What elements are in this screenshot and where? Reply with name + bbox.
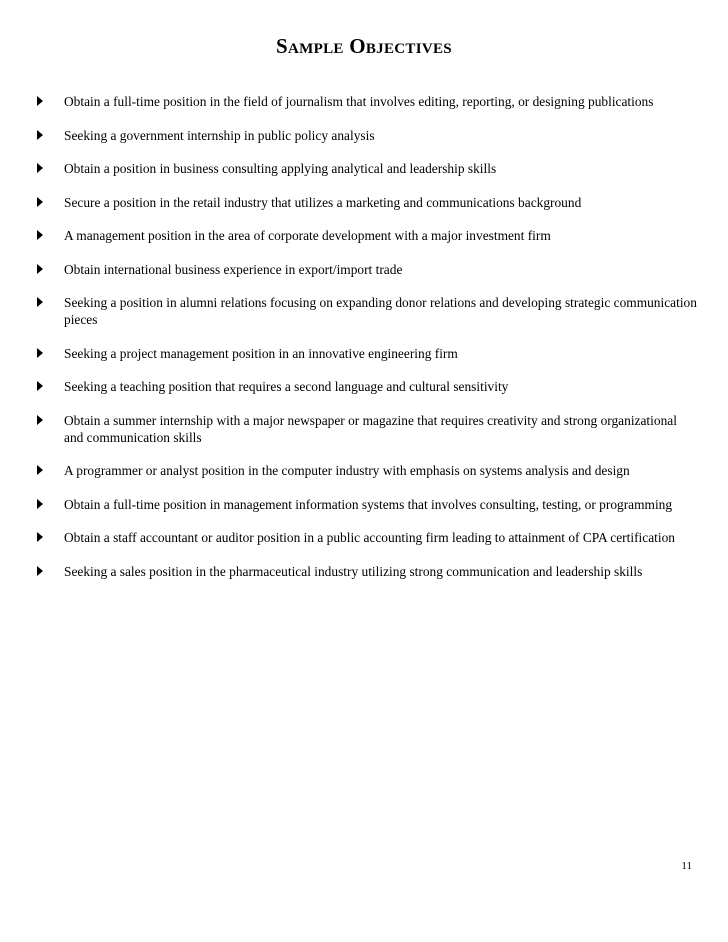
triangle-right-icon xyxy=(37,297,43,307)
list-item xyxy=(37,160,697,177)
objective-text: Obtain a full-time position in management information systems that involves consulting, testing, or programming xyxy=(64,496,673,512)
list-item xyxy=(37,294,697,328)
list-item xyxy=(37,496,697,513)
list-item xyxy=(37,345,697,362)
triangle-right-icon xyxy=(37,230,43,240)
triangle-right-icon xyxy=(37,566,43,576)
objective-text: A management position in the area of corporate development with a major investment firm xyxy=(64,228,551,243)
page-number: 11 xyxy=(681,860,692,872)
triangle-right-icon xyxy=(37,96,43,106)
triangle-right-icon xyxy=(37,381,43,391)
page-title: Sample Objectives xyxy=(276,34,452,58)
triangle-right-icon xyxy=(37,348,43,358)
objective-text: Obtain a full-time position in the field of journalism that involves editing, reporting, or designing publications xyxy=(64,94,654,109)
objective-text: Obtain a staff accountant or auditor position in a public accounting firm leading to attainment of CPA certification xyxy=(64,530,675,545)
list-item xyxy=(37,563,697,580)
objectives-list xyxy=(37,93,697,596)
triangle-right-icon xyxy=(37,532,43,542)
objective-text: Seeking a teaching position that requires a second language and cultural sensitivity xyxy=(64,379,509,394)
triangle-right-icon xyxy=(37,264,43,274)
list-item xyxy=(37,378,697,395)
list-item xyxy=(37,227,697,244)
objective-text: Obtain international business experience in export/import trade xyxy=(64,261,403,277)
objective-text: Obtain a summer internship with a major newspaper or magazine that requires creativity and strong organizational and communication skills xyxy=(64,412,677,445)
objective-text: Seeking a government internship in public policy analysis xyxy=(64,127,375,143)
triangle-right-icon xyxy=(37,163,43,173)
objective-text: Seeking a position in alumni relations focusing on expanding donor relations and developing strategic communication pieces xyxy=(64,295,697,327)
list-item xyxy=(37,462,697,479)
objective-text: Seeking a project management position in an innovative engineering firm xyxy=(64,345,458,361)
triangle-right-icon xyxy=(37,130,43,140)
objective-text: Obtain a position in business consulting applying analytical and leadership skills xyxy=(64,161,497,176)
list-item xyxy=(37,261,697,278)
objective-text: A programmer or analyst position in the computer industry with emphasis on systems analysis and design xyxy=(64,463,630,478)
triangle-right-icon xyxy=(37,499,43,509)
triangle-right-icon xyxy=(37,465,43,475)
objective-text: Seeking a sales position in the pharmaceutical industry utilizing strong communication and leadership skills xyxy=(64,563,643,579)
list-item xyxy=(37,93,697,110)
triangle-right-icon xyxy=(37,197,43,207)
triangle-right-icon xyxy=(37,415,43,425)
objective-text: Secure a position in the retail industry that utilizes a marketing and communications background xyxy=(64,194,582,210)
list-item xyxy=(37,127,697,144)
list-item xyxy=(37,194,697,211)
list-item xyxy=(37,412,697,446)
list-item xyxy=(37,529,697,546)
